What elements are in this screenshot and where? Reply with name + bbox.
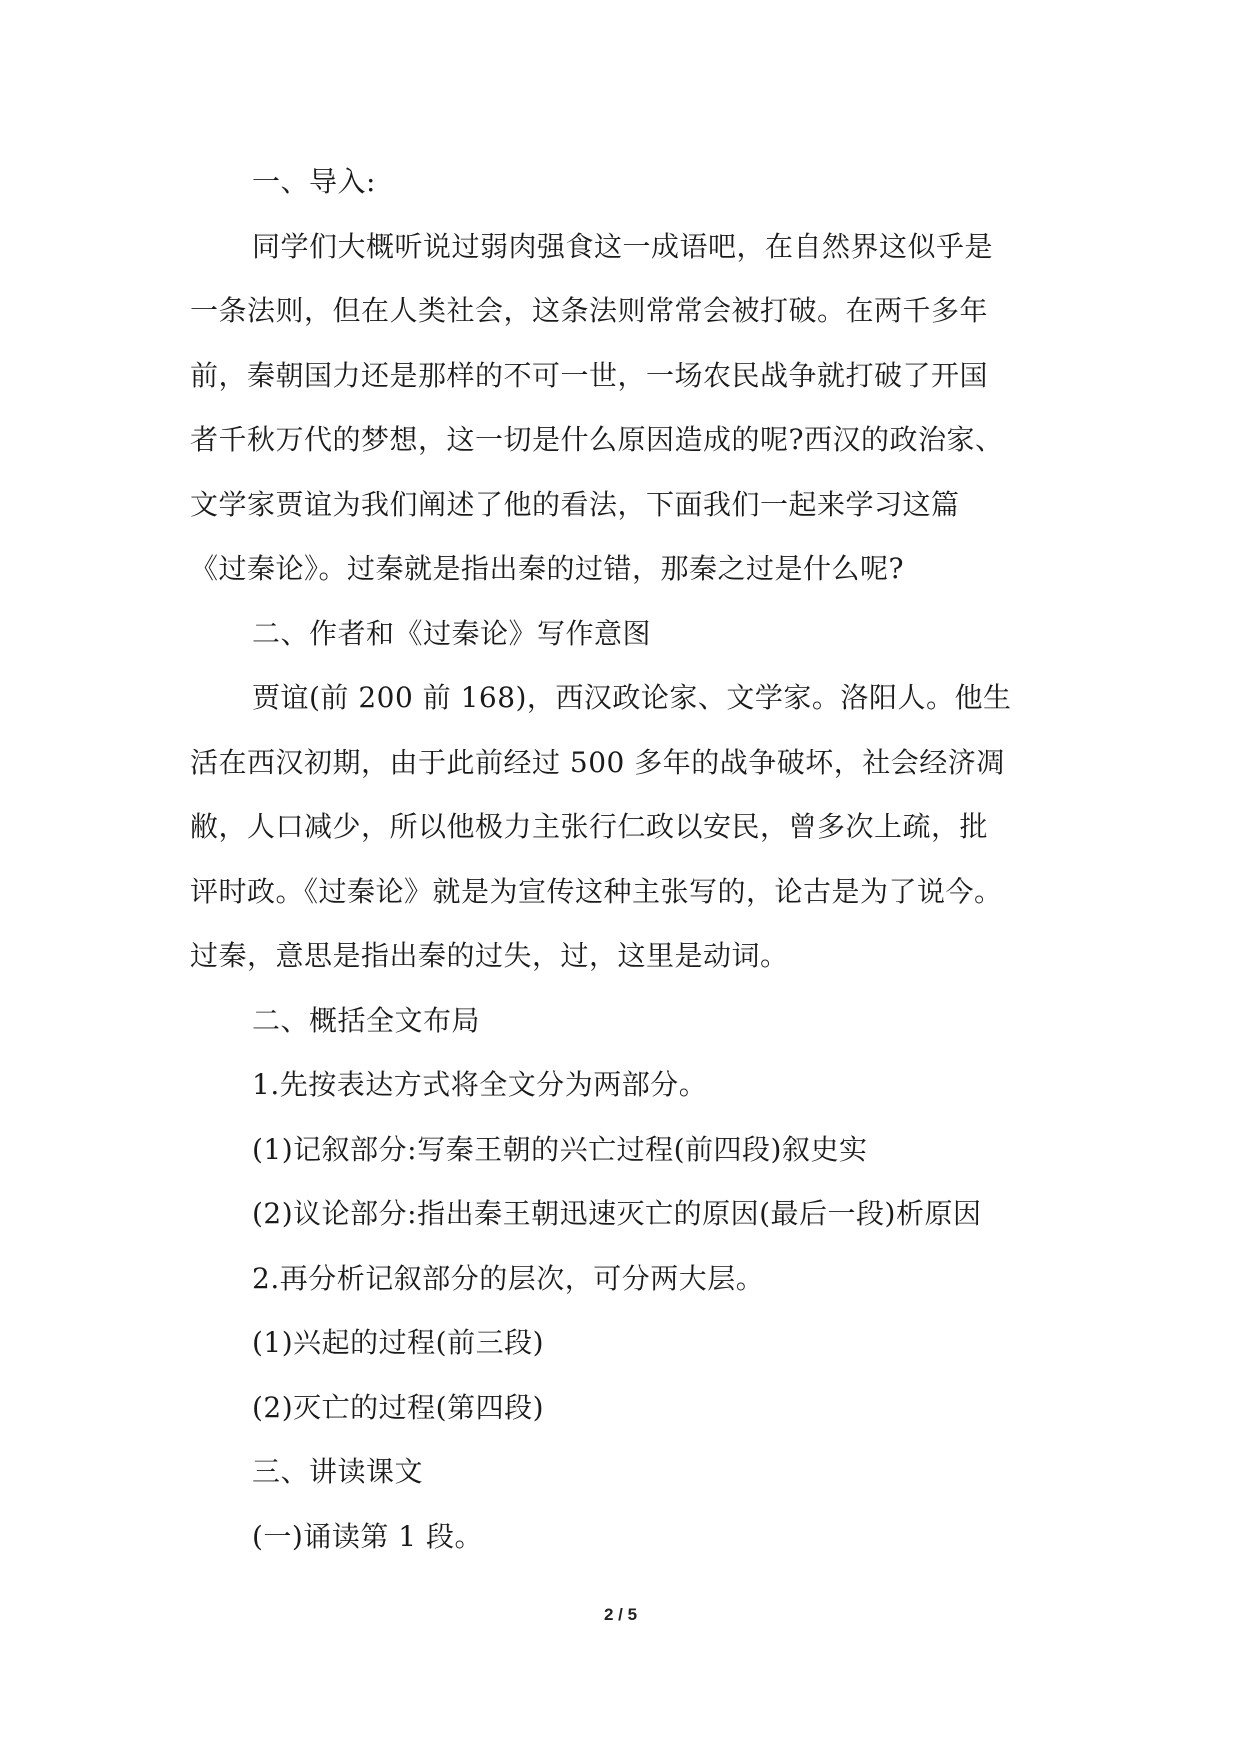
paragraph-line: 敝，人口减少，所以他极力主张行仁政以安民，曾多次上疏，批 [190, 810, 989, 843]
list-item: (1)兴起的过程(前三段) [252, 1326, 545, 1359]
list-item: 1.先按表达方式将全文分为两部分。 [252, 1068, 708, 1101]
paragraph-line: 一条法则，但在人类社会，这条法则常常会被打破。在两千多年 [190, 294, 989, 327]
paragraph-line: 活在西汉初期，由于此前经过 500 多年的战争破坏，社会经济凋 [190, 745, 1005, 779]
list-item: (2)灭亡的过程(第四段) [252, 1390, 545, 1424]
section-heading-layout: 二、概括全文布局 [252, 1003, 481, 1037]
paragraph-line: 同学们大概听说过弱肉强食这一成语吧，在自然界这似乎是 [252, 229, 994, 263]
paragraph-line: 评时政。《过秦论》就是为宣传这种主张写的，论古是为了说今。 [190, 874, 1003, 908]
section-heading-intro: 一、导入: [252, 165, 376, 198]
document-body [190, 150, 1070, 1569]
list-item: 2.再分析记叙部分的层次，可分两大层。 [252, 1261, 765, 1295]
list-item: (1)记叙部分:写秦王朝的兴亡过程(前四段)叙史实 [252, 1132, 868, 1166]
paragraph-line: 贾谊(前 200 前 168)，西汉政论家、文学家。洛阳人。他生 [252, 681, 1012, 714]
section-heading-reading: 三、讲读课文 [252, 1455, 424, 1488]
page-number: 2 / 5 [603, 1605, 638, 1624]
paragraph-line: 文学家贾谊为我们阐述了他的看法，下面我们一起来学习这篇 [190, 487, 960, 521]
paragraph-line: 前，秦朝国力还是那样的不可一世，一场农民战争就打破了开国 [190, 358, 989, 392]
section-heading-author: 二、作者和《过秦论》写作意图 [252, 616, 652, 650]
list-item: (一)诵读第 1 段。 [252, 1519, 483, 1553]
paragraph-line: 者千秋万代的梦想，这一切是什么原因造成的呢?西汉的政治家、 [190, 423, 1004, 456]
list-item: (2)议论部分:指出秦王朝迅速灭亡的原因(最后一段)析原因 [252, 1197, 982, 1230]
paragraph-line: 《过秦论》。过秦就是指出秦的过错，那秦之过是什么呢? [190, 552, 905, 585]
paragraph-line: 过秦，意思是指出秦的过失，过，这里是动词。 [190, 939, 789, 972]
